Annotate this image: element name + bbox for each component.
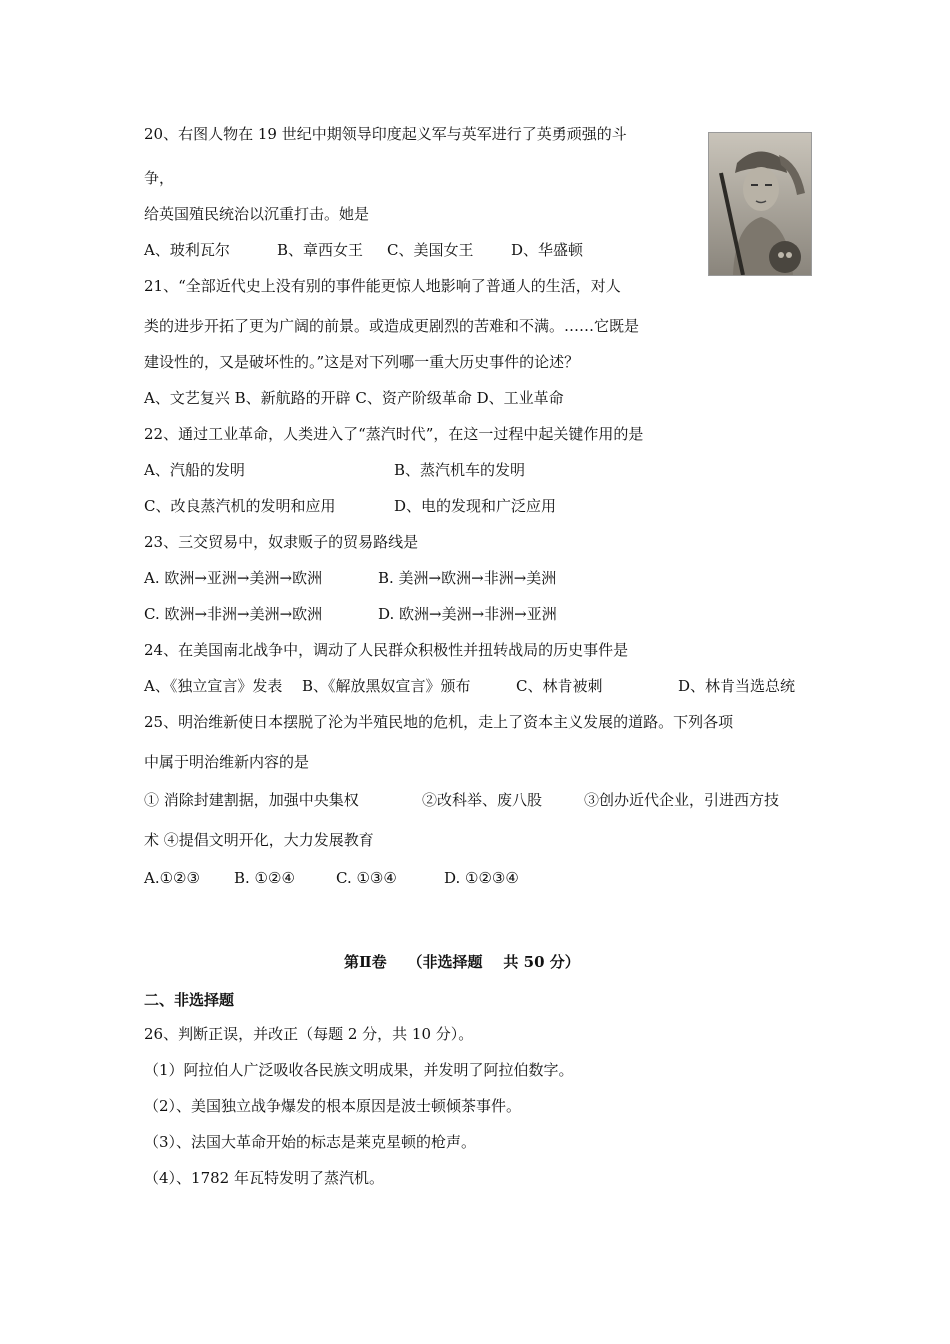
q25-option-a: A.①②③ bbox=[144, 869, 200, 887]
q20-stem-line1: 20、右图人物在 19 世纪中期领导印度起义军与英军进行了英勇顽强的斗 bbox=[144, 125, 627, 143]
q20-stem-line3: 给英国殖民统治以沉重打击。她是 bbox=[144, 205, 370, 223]
q24-option-b: B、《解放黑奴宣言》颁布 bbox=[302, 677, 471, 695]
q23-option-c: C. 欧洲→非洲→美洲→欧洲 bbox=[144, 605, 323, 623]
q23-stem: 23、三交贸易中，奴隶贩子的贸易路线是 bbox=[144, 533, 419, 551]
q25-item-3: ③创办近代企业，引进西方技 bbox=[584, 791, 780, 809]
q25-option-d: D. ①②③④ bbox=[444, 869, 519, 887]
q21-stem-line3: 建设性的，又是破坏性的。”这是对下列哪一重大历史事件的论述？ bbox=[144, 353, 580, 371]
q25-items-row2: 术 ④提倡文明开化，大力发展教育 bbox=[144, 831, 374, 849]
q22-option-d: D、电的发现和广泛应用 bbox=[394, 497, 557, 515]
q26-item-2: （2）、美国独立战争爆发的根本原因是波士顿倾茶事件。 bbox=[144, 1097, 522, 1115]
q20-option-a: A、玻利瓦尔 bbox=[144, 241, 230, 259]
q26-item-3: （3）、法国大革命开始的标志是莱克星顿的枪声。 bbox=[144, 1133, 477, 1151]
q24-option-c: C、林肯被刺 bbox=[516, 677, 603, 695]
q25-item-2: ②改科举、废八股 bbox=[422, 791, 543, 809]
q25-option-c: C. ①③④ bbox=[336, 869, 397, 887]
q23-option-d: D. 欧洲→美洲→非洲→亚洲 bbox=[378, 605, 557, 623]
q26-item-1: （1）阿拉伯人广泛吸收各民族文明成果，并发明了阿拉伯数字。 bbox=[144, 1061, 574, 1079]
q25-stem-line1: 25、明治维新使日本摆脱了沦为半殖民地的危机，走上了资本主义发展的道路。下列各项 bbox=[144, 713, 734, 731]
q20-option-b: B、章西女王 bbox=[277, 241, 364, 259]
q24-stem: 24、在美国南北战争中，调动了人民群众积极性并扭转战局的历史事件是 bbox=[144, 641, 629, 659]
q25-option-b: B. ①②④ bbox=[234, 869, 295, 887]
section2-title: 第Ⅱ卷 （非选择题 共 50 分） bbox=[344, 953, 580, 971]
q24-option-a: A、《独立宣言》发表 bbox=[144, 677, 283, 695]
q23-option-a: A. 欧洲→亚洲→美洲→欧洲 bbox=[144, 569, 323, 587]
q20-option-c: C、美国女王 bbox=[387, 241, 474, 259]
q24-option-d: D、林肯当选总统 bbox=[678, 677, 796, 695]
q20-option-d: D、华盛顿 bbox=[511, 241, 584, 259]
q21-stem-line1: 21、“全部近代史上没有别的事件能更惊人地影响了普通人的生活，对人 bbox=[144, 277, 621, 295]
q23-option-b: B. 美洲→欧洲→非洲→美洲 bbox=[378, 569, 557, 587]
q26-item-4: （4）、1782 年瓦特发明了蒸汽机。 bbox=[144, 1169, 384, 1187]
q22-option-c: C、改良蒸汽机的发明和应用 bbox=[144, 497, 336, 515]
q21-stem-line2: 类的进步开拓了更为广阔的前景。或造成更剧烈的苦难和不满。……它既是 bbox=[144, 317, 640, 335]
q25-stem-line2: 中属于明治维新内容的是 bbox=[144, 753, 310, 771]
q20-stem-line2: 争， bbox=[144, 169, 175, 187]
q26-stem: 26、判断正误，并改正（每题 2 分，共 10 分）。 bbox=[144, 1025, 474, 1043]
section2-heading: 二、非选择题 bbox=[144, 991, 235, 1009]
portrait-image bbox=[708, 132, 812, 276]
q22-option-b: B、蒸汽机车的发明 bbox=[394, 461, 526, 479]
q22-stem: 22、通过工业革命，人类进入了“蒸汽时代”，在这一过程中起关键作用的是 bbox=[144, 425, 644, 443]
q22-option-a: A、汽船的发明 bbox=[144, 461, 245, 479]
q25-item-1: ① 消除封建割据，加强中央集权 bbox=[144, 791, 359, 809]
q21-options: A、文艺复兴 B、新航路的开辟 C、资产阶级革命 D、工业革命 bbox=[144, 389, 564, 407]
